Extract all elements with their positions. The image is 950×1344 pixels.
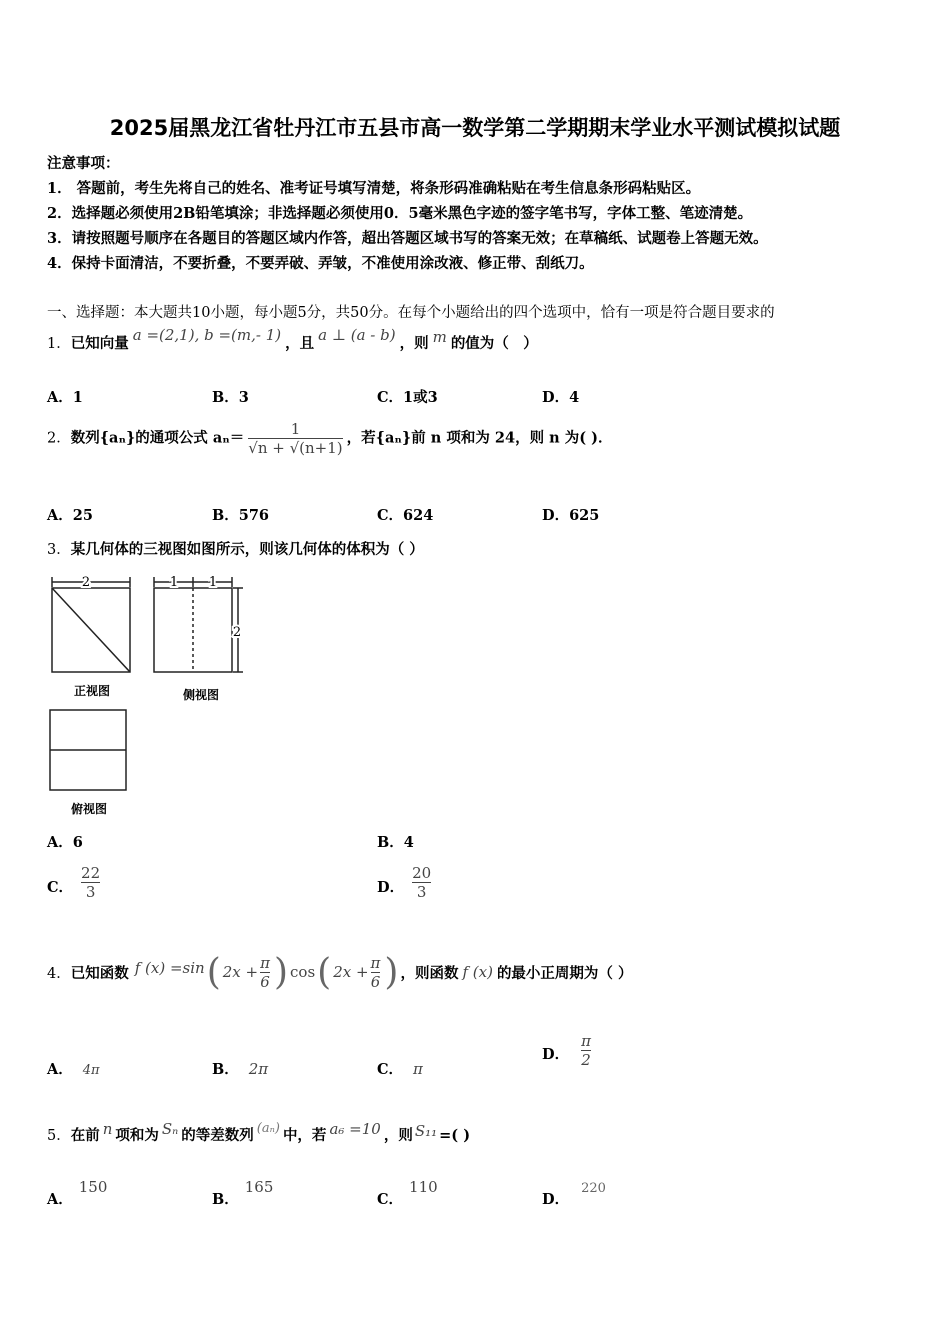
option-label: A． xyxy=(47,1191,73,1208)
notes-heading: 注意事项： xyxy=(47,155,120,172)
fraction xyxy=(371,954,381,991)
option-a: A．6 xyxy=(47,834,83,851)
math-variable: n xyxy=(102,1120,113,1138)
top-view-label: 俯视图 xyxy=(70,802,108,816)
note-item-2: 2．选择题必须使用2B铅笔填涂；非选择题必须使用0．5毫米黑色字迹的签字笔书写，字体工整、笔迹清楚。 xyxy=(47,205,753,222)
math-expression: a₆ =10 xyxy=(329,1120,381,1138)
question-text: 的最小正周期为（ ） xyxy=(496,964,633,982)
question-text: ，则 xyxy=(383,1127,413,1144)
cos-function: cos xyxy=(290,963,316,981)
question-text: 已知函数 xyxy=(70,964,129,982)
option-d xyxy=(542,1032,591,1069)
question-number: 2． xyxy=(47,430,71,447)
question-text: =( ) xyxy=(439,1127,471,1144)
math-variable: (aₙ) xyxy=(256,1121,280,1136)
math-variable: Sₙ xyxy=(161,1120,179,1138)
option-value: 2π xyxy=(248,1060,269,1078)
question-text: 的值为（ ） xyxy=(450,335,538,352)
question-text: ，且 xyxy=(285,335,315,352)
question-text: ，若{aₙ}前 n 项和为 24，则 n 为( )． xyxy=(346,429,613,447)
fraction xyxy=(248,420,342,457)
numerator: π xyxy=(370,953,381,972)
dimension-label: 2 xyxy=(81,575,91,590)
denominator: 6 xyxy=(260,972,270,991)
right-paren: ) xyxy=(384,951,399,993)
question-4 xyxy=(47,946,633,998)
option-value: 165 xyxy=(244,1178,274,1196)
denominator: 3 xyxy=(85,883,96,901)
option-b: B．4 xyxy=(377,834,414,851)
denominator: 6 xyxy=(370,972,381,991)
question-5 xyxy=(47,1120,471,1145)
option-d: D．4 xyxy=(542,389,580,406)
option-b xyxy=(212,1058,268,1079)
option-d xyxy=(377,864,431,901)
side-view-label: 侧视图 xyxy=(182,688,220,702)
numerator: π xyxy=(581,1032,591,1050)
option-label: B． xyxy=(212,1061,239,1078)
fraction xyxy=(412,864,431,901)
three-view-figure xyxy=(44,570,254,820)
option-label: D． xyxy=(377,878,405,896)
option-b: B．3 xyxy=(212,389,249,406)
option-value: π xyxy=(413,1060,423,1078)
note-item-3: 3．请按照题号顺序在各题目的答题区域内作答，超出答题区域书写的答案无效；在草稿纸、试题卷上答题无效。 xyxy=(47,230,768,247)
fraction xyxy=(260,954,270,991)
option-label: D． xyxy=(542,1191,570,1208)
option-a xyxy=(47,1176,108,1208)
math-expression: a =(2,1), b =(m,- 1) xyxy=(132,326,282,344)
option-a xyxy=(47,1058,100,1079)
option-label: B． xyxy=(212,1191,239,1208)
right-paren: ) xyxy=(273,951,289,993)
fraction xyxy=(81,864,100,901)
question-number: 4． xyxy=(47,965,71,982)
function-definition: f (x) =sin xyxy=(134,959,205,977)
option-d xyxy=(542,1176,606,1208)
option-d: D．625 xyxy=(542,507,600,524)
option-b: B．576 xyxy=(212,507,270,524)
argument: 2x + xyxy=(222,963,259,981)
question-text: 项和为 xyxy=(115,1127,159,1144)
option-c: C．624 xyxy=(377,507,434,524)
question-text: 中，若 xyxy=(282,1127,327,1144)
function-ref: f (x) xyxy=(462,963,493,981)
math-variable: S₁₁ xyxy=(414,1122,438,1140)
question-3 xyxy=(47,538,424,559)
denominator: 3 xyxy=(416,883,427,901)
question-text: ，则函数 xyxy=(400,964,459,982)
option-value: 4π xyxy=(82,1063,100,1078)
option-value: 110 xyxy=(409,1178,438,1196)
left-paren: ( xyxy=(317,951,332,993)
numerator: 1 xyxy=(290,420,301,438)
option-c xyxy=(47,864,100,901)
option-label: A． xyxy=(47,1061,73,1078)
question-number: 3． xyxy=(47,542,71,558)
note-item-1: 1． 答题前，考生先将自己的姓名、准考证号填写清楚，将条形码准确粘贴在考生信息条形码粘贴区。 xyxy=(47,180,701,197)
option-c xyxy=(377,1058,423,1079)
argument: 2x + xyxy=(333,963,369,981)
option-value: 220 xyxy=(581,1181,606,1196)
question-1 xyxy=(47,326,538,353)
question-text: 数列{aₙ}的通项公式 aₙ＝ xyxy=(70,429,245,447)
math-expression: a ⊥ (a - b) xyxy=(318,326,396,344)
denominator: √n + √(n+1) xyxy=(248,439,343,457)
dimension-label: 2 xyxy=(232,625,242,640)
numerator: π xyxy=(260,953,270,972)
fraction xyxy=(581,1032,591,1069)
option-label: C． xyxy=(377,1061,404,1078)
numerator: 20 xyxy=(412,864,432,882)
question-number: 5． xyxy=(47,1128,71,1144)
option-a: A．25 xyxy=(47,507,93,524)
dimension-label: 1 xyxy=(208,575,218,590)
question-text: 已知向量 xyxy=(70,335,129,352)
option-label: D． xyxy=(542,1045,570,1063)
dimension-label: 1 xyxy=(169,575,179,590)
note-item-4: 4．保持卡面清洁，不要折叠，不要弄破、弄皱，不准使用涂改液、修正带、刮纸刀。 xyxy=(47,255,594,272)
option-c: C．1或3 xyxy=(377,389,438,406)
front-view-label: 正视图 xyxy=(73,684,111,698)
section-heading: 一、选择题：本大题共10小题，每小题5分，共50分。在每个小题给出的四个选项中，恰有一项是符合题目要求的 xyxy=(47,305,775,321)
question-2 xyxy=(47,420,612,457)
question-text: 在前 xyxy=(70,1127,100,1144)
option-value: 150 xyxy=(78,1178,108,1196)
question-text: 某几何体的三视图如图所示，则该几何体的体积为（ ） xyxy=(70,541,424,558)
denominator: 2 xyxy=(581,1051,591,1069)
question-text: 的等差数列 xyxy=(181,1127,254,1144)
left-paren: ( xyxy=(206,951,221,993)
option-label: C． xyxy=(377,1191,404,1208)
option-c xyxy=(377,1176,438,1208)
page-title: 2025届黑龙江省牡丹江市五县市高一数学第二学期期末学业水平测试模拟试题 xyxy=(109,116,841,140)
question-text: ，则 xyxy=(399,335,429,352)
option-b xyxy=(212,1176,274,1208)
numerator: 22 xyxy=(81,864,101,882)
option-a: A．1 xyxy=(47,389,83,406)
math-expression: m xyxy=(432,328,447,346)
option-label: C． xyxy=(47,878,74,896)
question-number: 1． xyxy=(47,336,71,352)
